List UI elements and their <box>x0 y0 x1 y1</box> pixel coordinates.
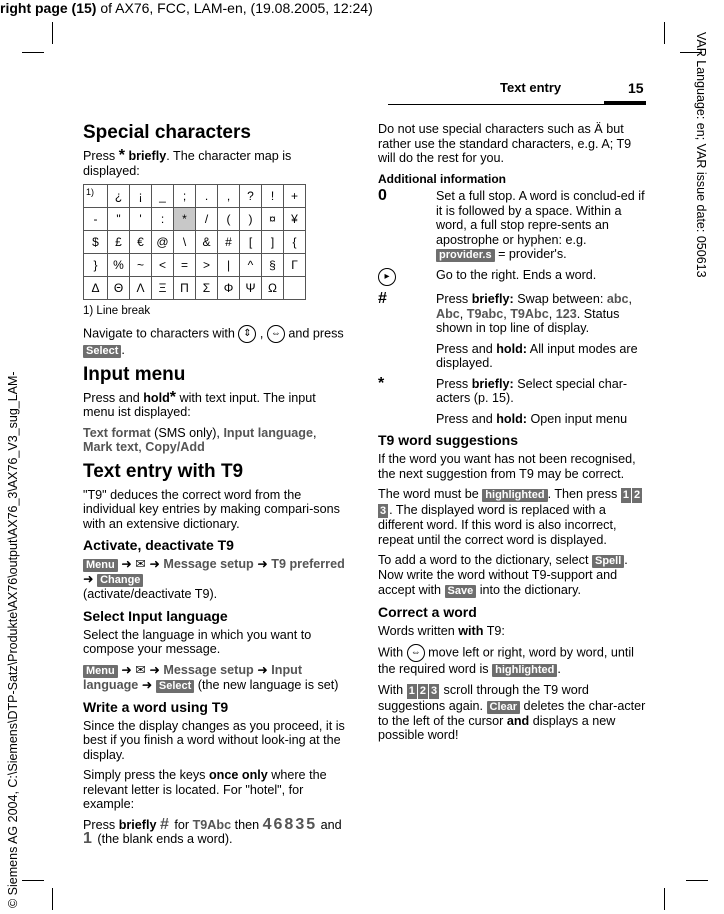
info-row-hash-key: # Press briefly: Swap between: abc, Abc, T9abc, T9Abc, 123. Status shown in top line of display. <box>378 290 633 335</box>
envelope-icon: ✉ <box>135 557 146 571</box>
character-cell[interactable]: , <box>218 185 240 208</box>
character-cell[interactable]: @ <box>152 231 174 254</box>
right-column <box>378 122 646 749</box>
info-row-key-0: 0 Set a full stop. A word is conclud-ed if it is followed by a space. Within a word, a full stop repre-sents an apostrophe or hyphen: e.g. provider.s = provider's. <box>378 187 645 261</box>
menu-softkey[interactable]: Menu <box>83 665 118 678</box>
character-cell[interactable]: $ <box>84 231 108 254</box>
character-cell[interactable]: Φ <box>218 277 240 300</box>
character-cell[interactable]: € <box>130 231 152 254</box>
character-cell[interactable]: ; <box>174 185 196 208</box>
character-map-row <box>84 231 306 254</box>
character-cell[interactable]: Ω <box>262 277 284 300</box>
footnote: 1) Line break <box>83 305 151 317</box>
character-cell[interactable]: ¤ <box>262 208 284 231</box>
paragraph: Since the display changes as you proceed, it is best if you finish a word without look-ing at the display. <box>83 718 345 762</box>
crop-mark <box>22 880 44 881</box>
character-cell[interactable]: \ <box>174 231 196 254</box>
character-cell[interactable]: : <box>152 208 174 231</box>
heading-input-menu: Input menu <box>83 363 186 385</box>
character-cell[interactable]: [ <box>240 231 262 254</box>
select-softkey[interactable]: Select <box>156 680 194 693</box>
character-cell[interactable]: Σ <box>196 277 218 300</box>
navigation-leftright-icon: ⇔ <box>407 644 425 662</box>
heading-select-language: Select Input language <box>83 607 228 624</box>
paragraph: Press and hold* with text input. The input menu ist displayed: <box>83 388 316 419</box>
star-key-icon: * <box>118 147 125 164</box>
heading-correct-word: Correct a word <box>378 603 477 620</box>
character-cell[interactable]: # <box>218 231 240 254</box>
select-softkey[interactable]: Select <box>83 345 121 358</box>
running-title: Text entry <box>500 80 562 95</box>
paragraph: "T9" deduces the correct word from the individual key entries by making compari-sons with an extensive dictionary. <box>83 487 340 531</box>
info-row-hash-hold: Press and hold: All input modes are displayed. <box>436 341 638 370</box>
spell-softkey[interactable]: Spell <box>592 555 624 568</box>
copyright-path-note: © Siemens AG 2004, C:\Siemens\DTP-Satz\Produkte\AX76\output\AX76_3\AX76_V3_sug_LAM- <box>6 371 20 908</box>
provider-key-example: provider.s <box>436 249 495 262</box>
info-row-right-key: ▸ Go to the right. Ends a word. <box>378 268 646 286</box>
character-cell[interactable]: £ <box>108 231 130 254</box>
character-cell[interactable]: - <box>84 208 108 231</box>
character-cell[interactable]: 1) <box>84 185 108 208</box>
character-cell[interactable]: ¿ <box>108 185 130 208</box>
paragraph: Select the language in which you want to compose your message. <box>83 627 312 656</box>
character-map-row <box>84 277 306 300</box>
character-cell[interactable]: Ξ <box>152 277 174 300</box>
envelope-icon: ✉ <box>135 662 146 677</box>
character-cell[interactable]: { <box>284 231 306 254</box>
paragraph: Navigate to characters with ⇕ , ⇔ and press Select . <box>83 325 344 357</box>
change-softkey[interactable]: Change <box>97 574 143 587</box>
page-number: 15 <box>628 80 644 96</box>
character-cell[interactable]: ! <box>262 185 284 208</box>
character-cell[interactable]: } <box>84 254 108 277</box>
heading-special-characters: Special characters <box>83 122 251 143</box>
navigation-right-icon: ▸ <box>378 268 396 286</box>
print-header: right page (15) of AX76, FCC, LAM-en, (19.08.2005, 12:24) <box>0 0 373 16</box>
paragraph: If the word you want has not been recognised, the next suggestion from T9 may be correct. <box>378 452 636 481</box>
character-cell[interactable]: | <box>218 254 240 277</box>
header-rule-thick <box>604 101 646 105</box>
paragraph: To add a word to the dictionary, select Spell . Now write the word without T9-support and accept with Save into the dictionary. <box>378 553 628 597</box>
character-map-table <box>83 184 306 300</box>
paragraph: Menu ➜ ✉ ➜ Message setup ➜ T9 preferred ➜ Change (activate/deactivate T9). <box>83 557 345 601</box>
character-cell[interactable]: " <box>108 208 130 231</box>
character-cell[interactable]: ^ <box>240 254 262 277</box>
crop-mark <box>52 888 53 910</box>
menu-softkey[interactable]: Menu <box>83 559 118 572</box>
character-map-row <box>84 254 306 277</box>
character-cell[interactable]: Λ <box>130 277 152 300</box>
navigation-updown-icon: ⇕ <box>238 325 256 343</box>
character-cell[interactable]: ) <box>240 208 262 231</box>
character-cell[interactable]: * <box>174 208 196 231</box>
paragraph: Press * briefly. The character map is displayed: <box>83 147 292 178</box>
character-cell[interactable]: & <box>196 231 218 254</box>
heading-activate-t9: Activate, deactivate T9 <box>83 537 234 553</box>
character-cell[interactable]: < <box>152 254 174 277</box>
character-cell[interactable]: Γ <box>284 254 306 277</box>
info-row-star-hold: Press and hold: Open input menu <box>436 411 628 426</box>
character-cell[interactable]: ' <box>130 208 152 231</box>
highlighted-key: highlighted <box>482 489 547 502</box>
character-cell[interactable]: _ <box>152 185 174 208</box>
character-cell[interactable]: Δ <box>84 277 108 300</box>
crop-mark <box>686 880 708 881</box>
character-cell[interactable]: ~ <box>130 254 152 277</box>
highlighted-key: highlighted <box>492 664 557 677</box>
character-cell[interactable]: Θ <box>108 277 130 300</box>
save-softkey[interactable]: Save <box>445 585 477 598</box>
character-cell[interactable]: ¡ <box>130 185 152 208</box>
character-cell[interactable]: Π <box>174 277 196 300</box>
info-row-star-key: * Press briefly: Select special char-acters (p. 15). <box>378 374 628 405</box>
character-cell[interactable]: % <box>108 254 130 277</box>
character-cell[interactable]: = <box>174 254 196 277</box>
paragraph: Text format (SMS only), Input language, Mark text, Copy/Add <box>83 425 317 454</box>
character-cell[interactable]: / <box>196 208 218 231</box>
character-cell[interactable]: . <box>196 185 218 208</box>
character-cell[interactable]: § <box>262 254 284 277</box>
paragraph: With 1 2 3 scroll through the T9 word suggestions again. Clear deletes the char-acter to the left of the cursor and displays a new possible word! <box>378 683 646 742</box>
crop-mark <box>664 22 665 44</box>
paragraph: With ⇔ move left or right, word by word, until the required word is highlighted . <box>378 645 634 676</box>
navigation-leftright-icon: ⇔ <box>267 325 285 343</box>
left-column <box>83 122 348 853</box>
heading-additional-info: Additional information <box>378 171 506 186</box>
heading-text-entry-t9: Text entry with T9 <box>83 460 244 482</box>
character-map-row <box>84 185 306 208</box>
var-language-note: VAR Language: en; VAR issue date: 050613 <box>694 32 708 278</box>
character-cell[interactable]: ¥ <box>284 208 306 231</box>
crop-mark <box>52 22 53 44</box>
paragraph: Simply press the keys once only where the relevant letter is located. For "hotel", for example: <box>83 768 327 811</box>
paragraph: Do not use special characters such as Ä but rather use the standard characters, e.g. A; T9 will do the rest for you. <box>378 122 632 165</box>
crop-mark <box>664 888 665 910</box>
character-cell[interactable]: ? <box>240 185 262 208</box>
crop-mark <box>22 52 44 53</box>
character-cell[interactable] <box>284 277 306 300</box>
character-cell[interactable]: + <box>284 185 306 208</box>
character-map-row <box>84 208 306 231</box>
paragraph: Words written with T9: <box>378 623 505 638</box>
paragraph: Press briefly # for T9Abc then 46835 and 1 (the blank ends a word). <box>83 815 342 847</box>
character-cell[interactable]: ] <box>262 231 284 254</box>
star-key-icon: * <box>169 388 177 406</box>
character-cell[interactable]: Ψ <box>240 277 262 300</box>
heading-t9-suggestions: T9 word suggestions <box>378 432 519 448</box>
heading-write-word: Write a word using T9 <box>83 698 229 715</box>
paragraph: Menu ➜ ✉ ➜ Message setup ➜ Input language ➜ Select (the new language is set) <box>83 662 339 692</box>
clear-softkey[interactable]: Clear <box>487 701 521 714</box>
character-cell[interactable]: ( <box>218 208 240 231</box>
paragraph: The word must be highlighted . Then press 1 23 . The displayed word is replaced with a different word. If this word is also incorrect, repeat until the correct word is displayed. <box>378 487 641 547</box>
character-cell[interactable]: > <box>196 254 218 277</box>
